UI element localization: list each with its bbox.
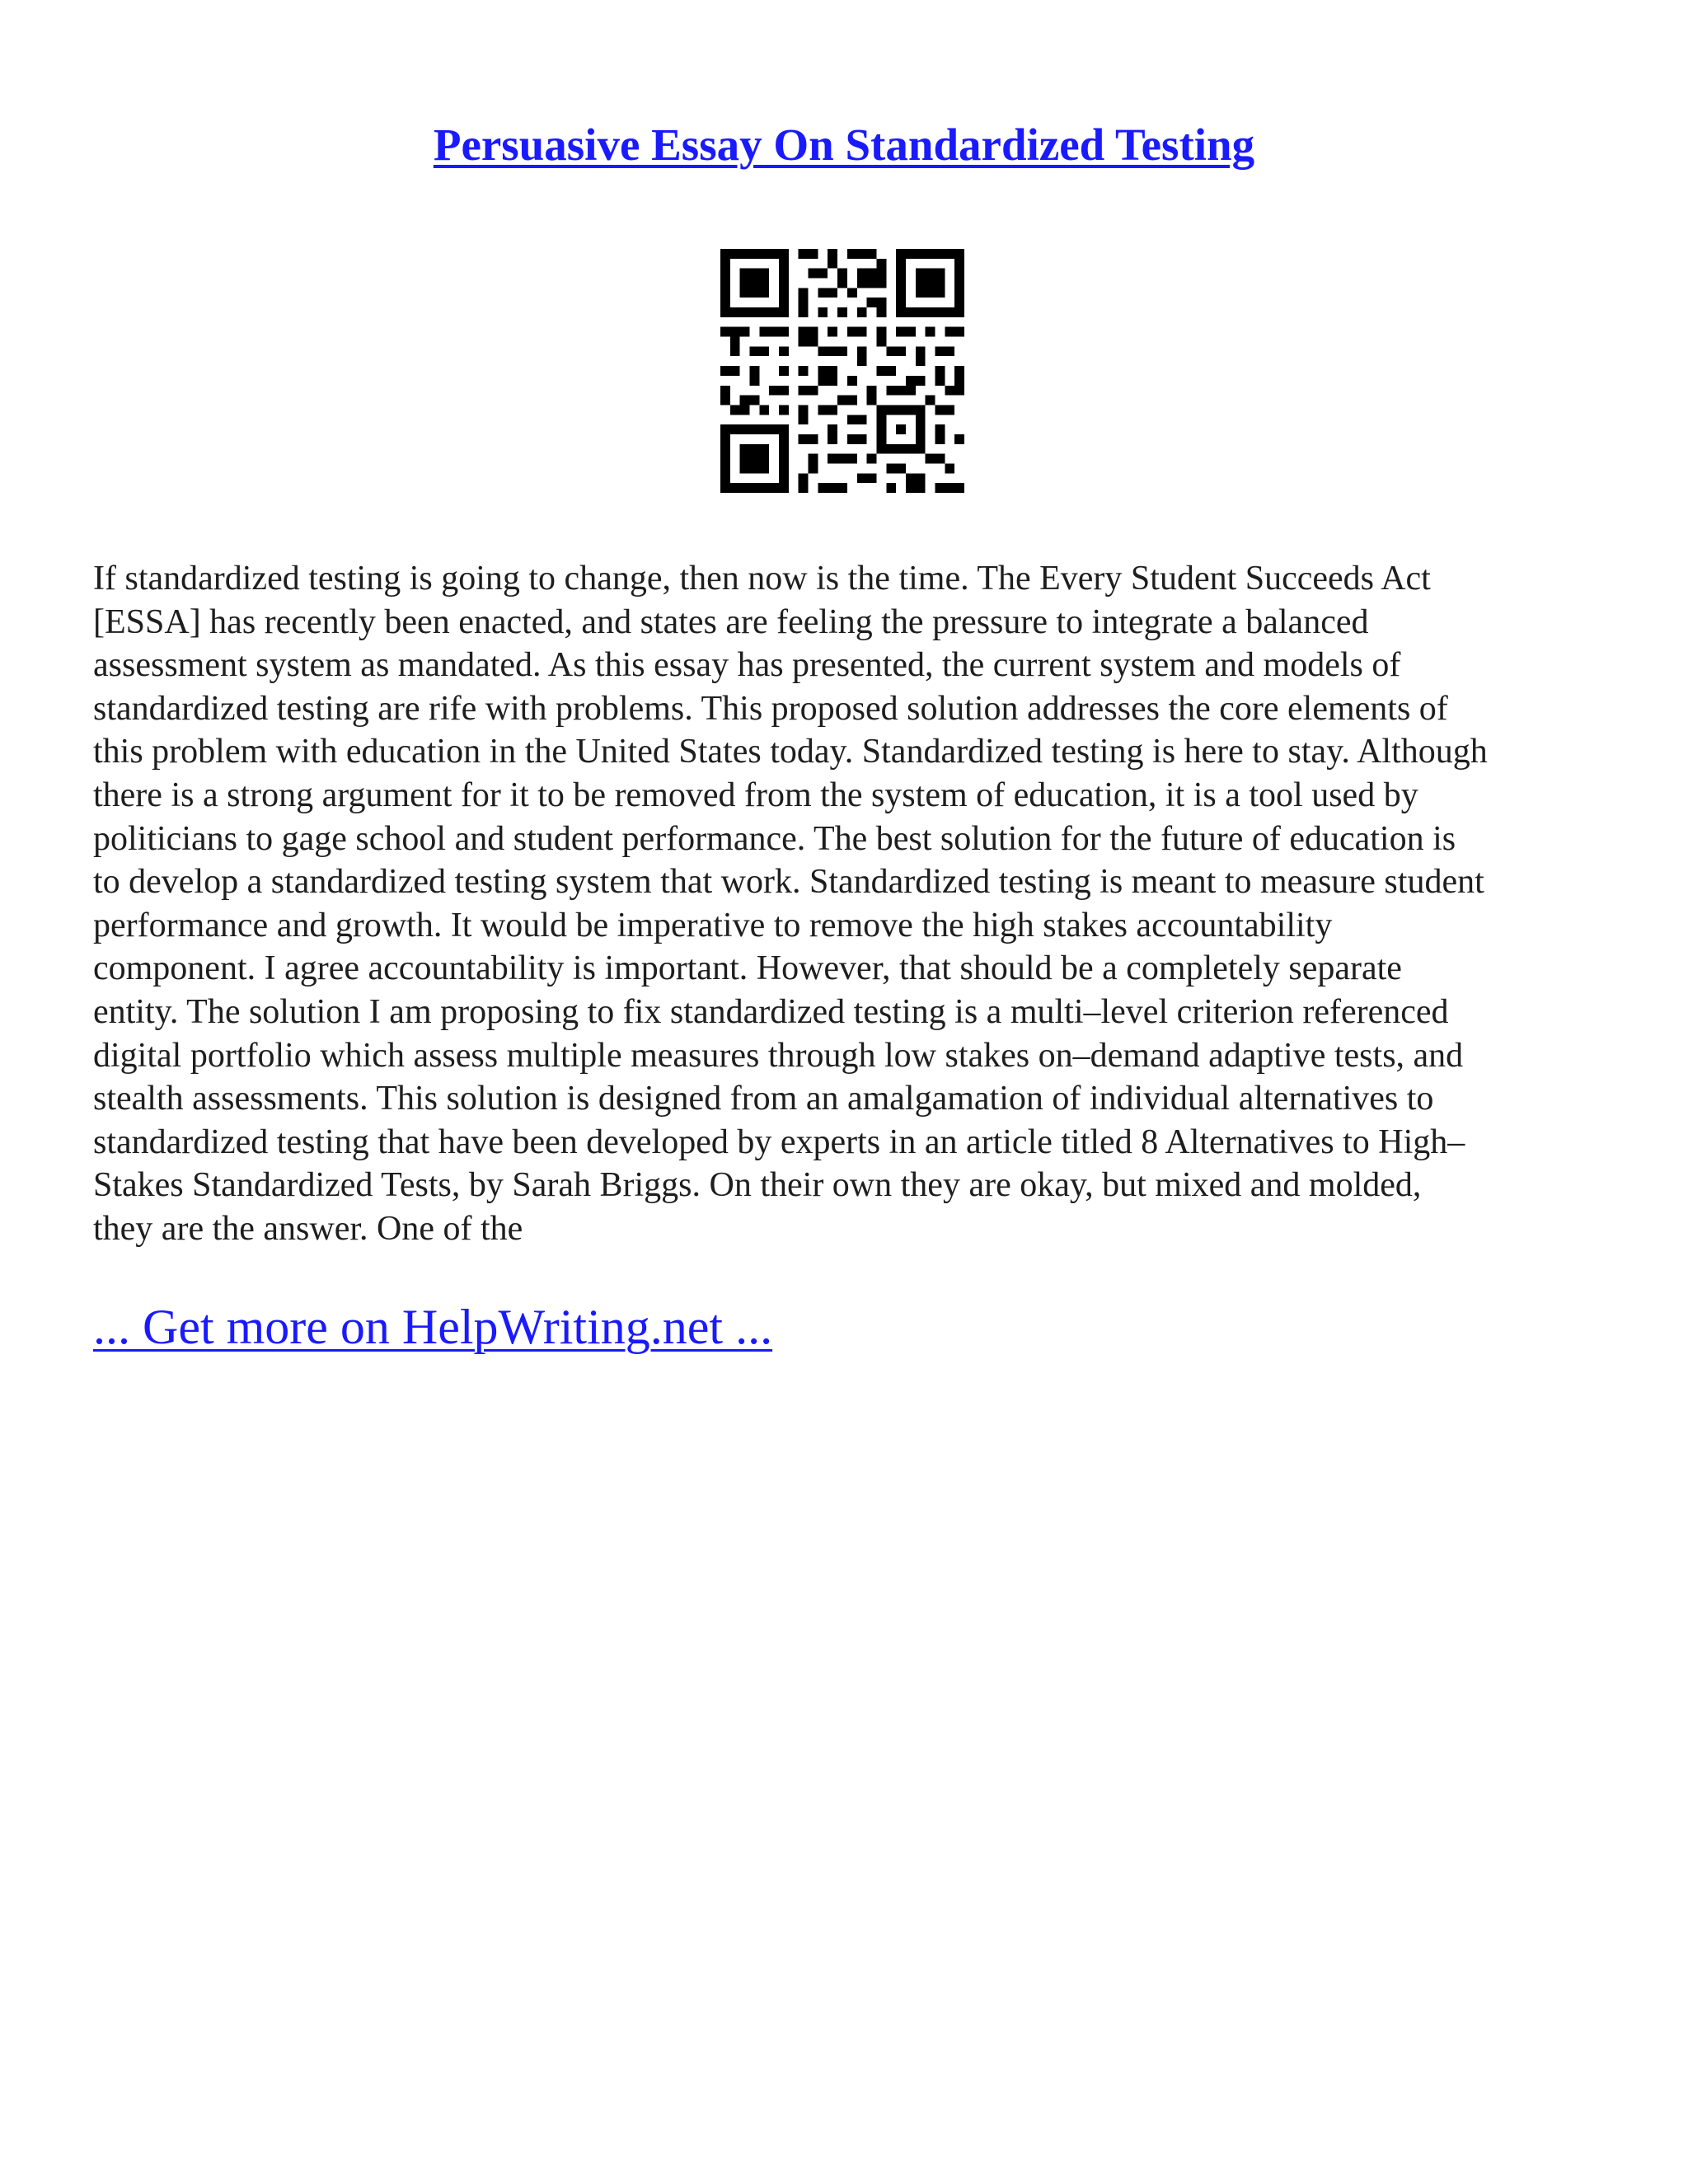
essay-line: digital portfolio which assess multiple measures through low stakes on–demand adaptive tests, and <box>93 1036 1464 1075</box>
essay-line: component. I agree accountability is important. However, that should be a completely separate <box>93 949 1402 988</box>
essay-excerpt <box>93 557 1601 1251</box>
essay-line: standardized testing that have been developed by experts in an article titled 8 Alternatives to High– <box>93 1122 1465 1161</box>
essay-line: to develop a standardized testing system that work. Standardized testing is meant to measure student <box>93 863 1484 902</box>
essay-line: standardized testing are rife with problems. This proposed solution addresses the core elements of <box>93 689 1448 728</box>
essay-line: If standardized testing is going to change, then now is the time. The Every Student Succeeds Act <box>93 560 1431 598</box>
title-link[interactable]: Persuasive Essay On Standardized Testing <box>433 120 1255 170</box>
essay-line: politicians to gage school and student performance. The best solution for the future of education is <box>93 819 1456 858</box>
essay-line: they are the answer. One of the <box>93 1209 523 1248</box>
essay-line: Stakes Standardized Tests, by Sarah Briggs. On their own they are okay, but mixed and molded, <box>93 1166 1422 1205</box>
get-more-section <box>93 1294 772 1360</box>
essay-line: entity. The solution I am proposing to fix standardized testing is a multi–level criterion referenced <box>93 992 1449 1031</box>
essay-line: assessment system as mandated. As this essay has presented, the current system and models of <box>93 646 1401 685</box>
essay-line: [ESSA] has recently been enacted, and states are feeling the pressure to integrate a balanced <box>93 602 1369 641</box>
essay-line: there is a strong argument for it to be removed from the system of education, it is a tool used by <box>93 776 1418 814</box>
get-more-link[interactable]: ... Get more on HelpWriting.net ... <box>93 1300 773 1354</box>
page-title <box>0 114 1688 176</box>
qr-code-icon <box>720 249 964 493</box>
essay-line: performance and growth. It would be imperative to remove the high stakes accountability <box>93 906 1333 944</box>
essay-line: stealth assessments. This solution is designed from an amalgamation of individual alternatives to <box>93 1080 1434 1118</box>
essay-line: this problem with education in the United States today. Standardized testing is here to stay. Although <box>93 733 1488 771</box>
